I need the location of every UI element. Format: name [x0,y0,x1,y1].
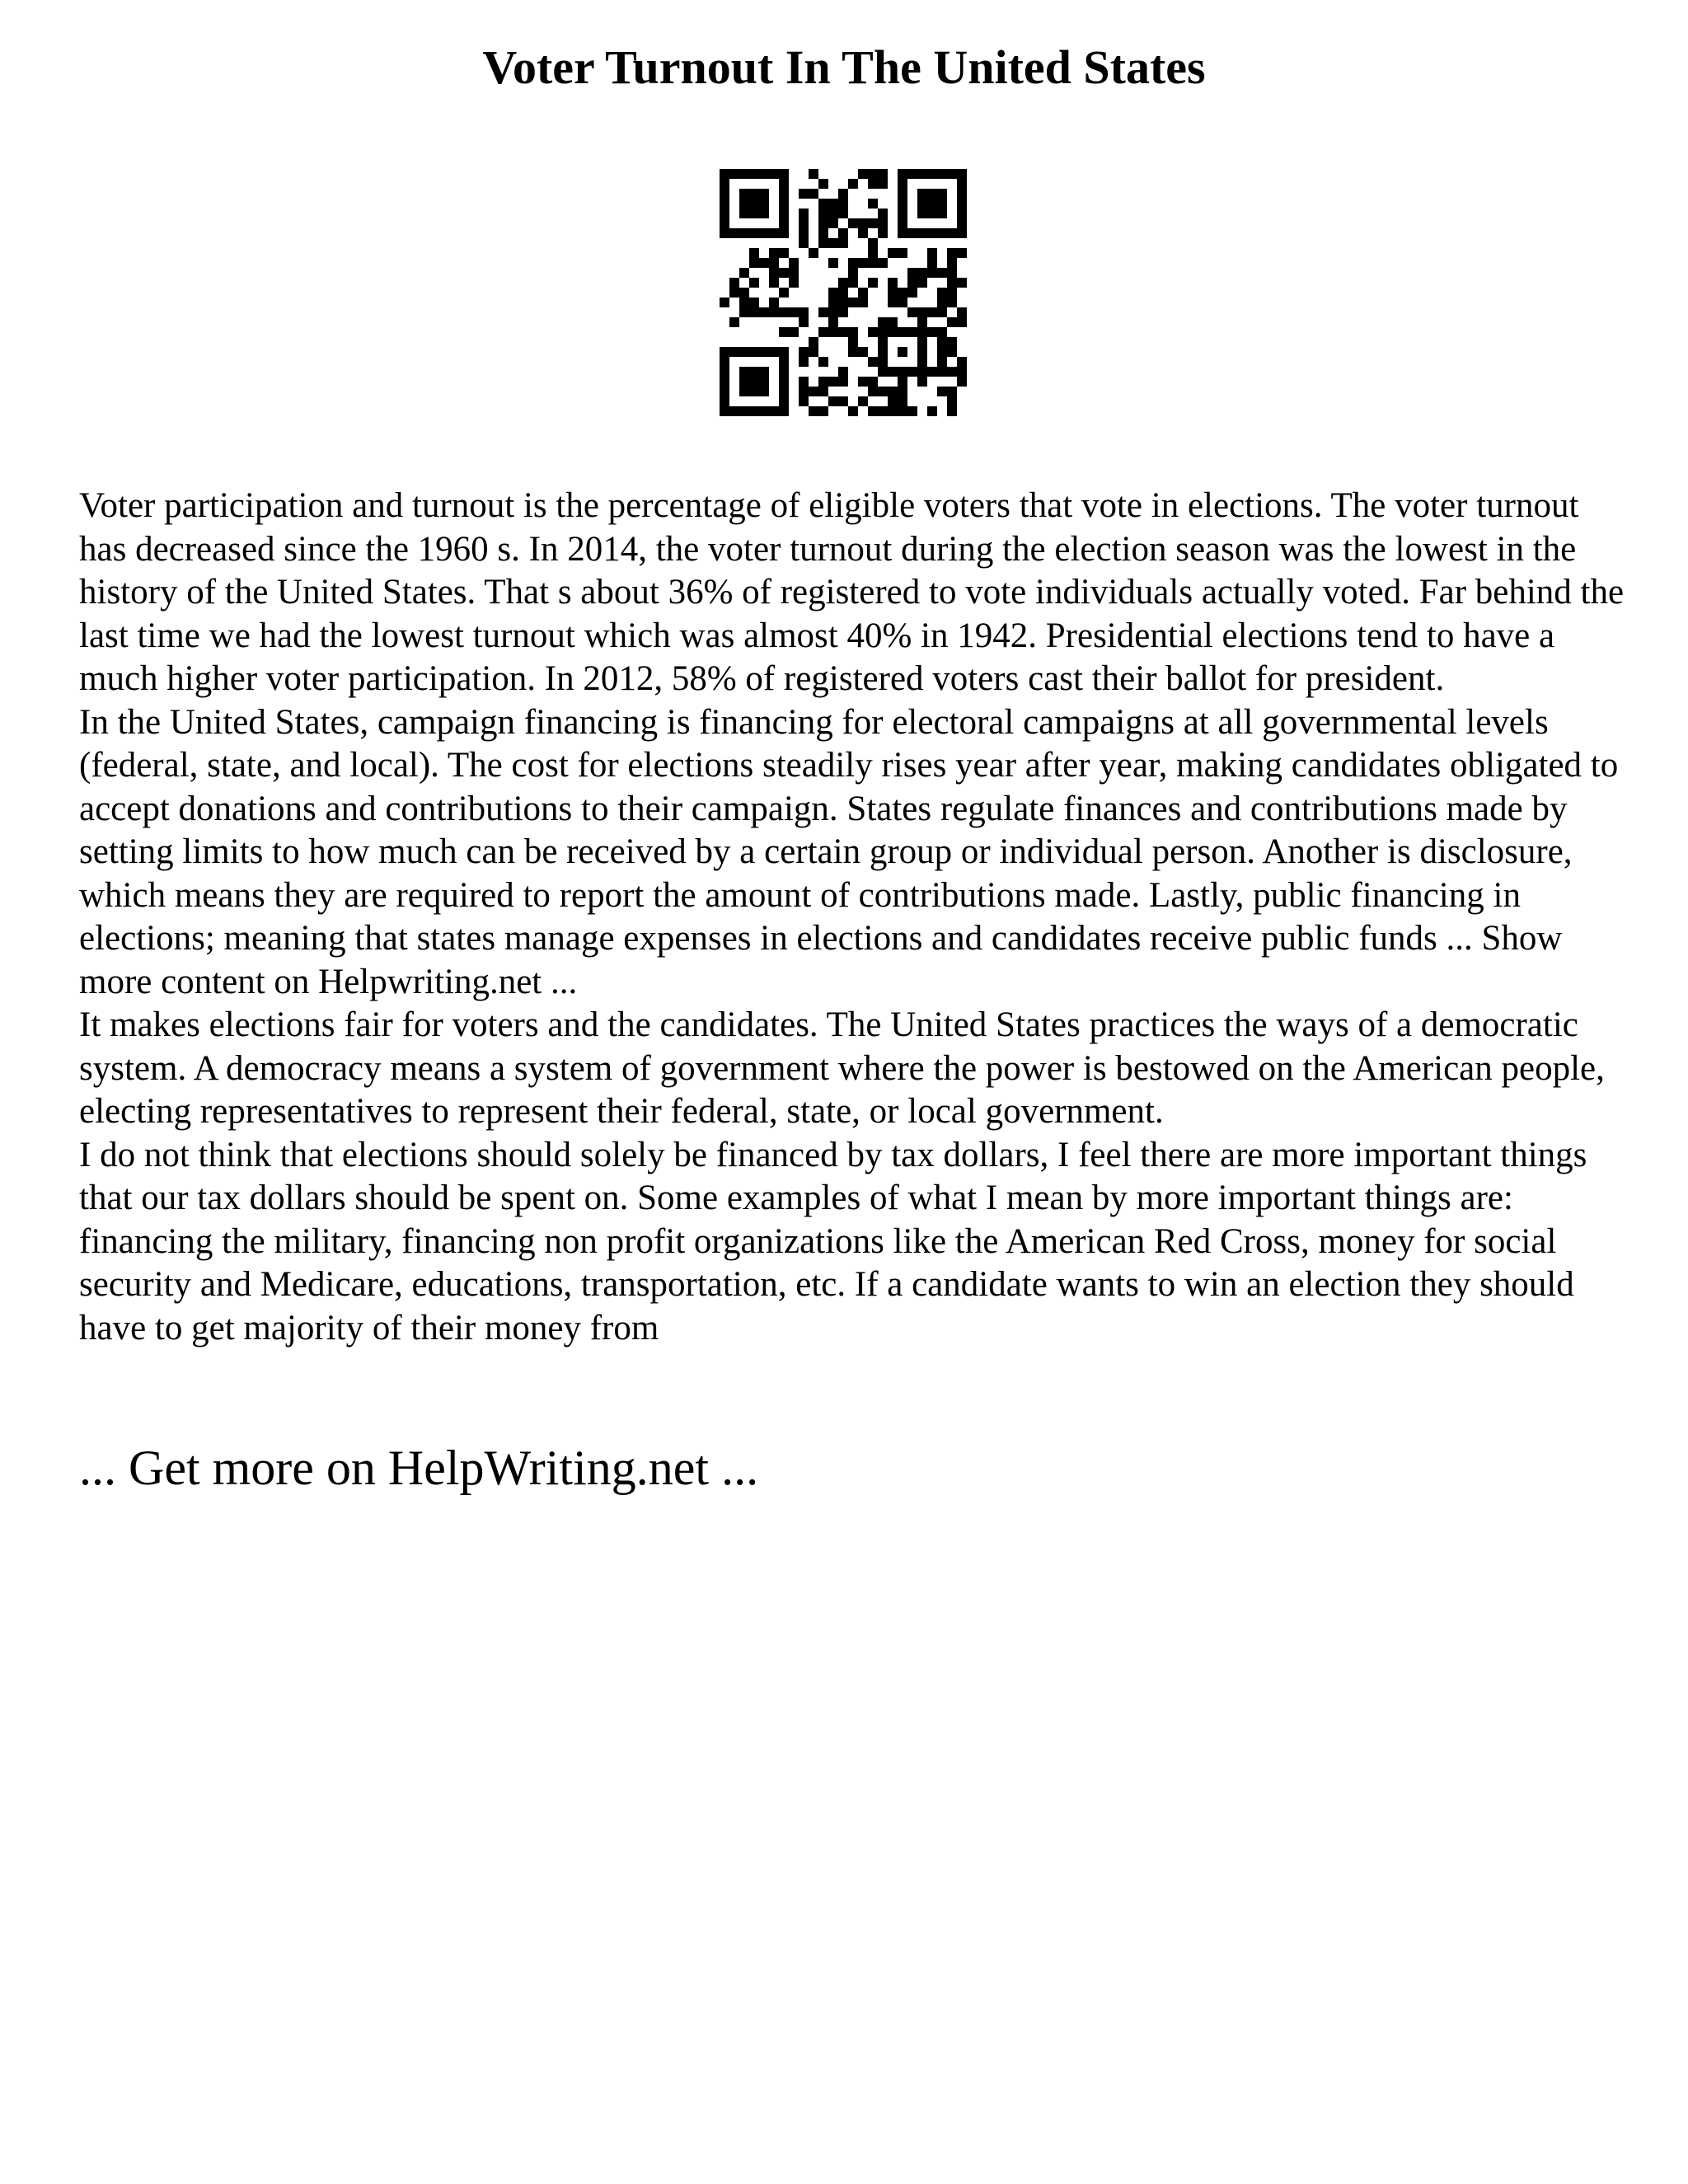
paragraph-tax-dollars: I do not think that elections should solely be financed by tax dollars, I feel there are more important things that our tax dollars should be spent on. Some examples of what I mean by more important things are: financing the military, financing non profit organizations like the American Red Cross, money for social security and Medicare, educations, transportation, etc. If a candidate wants to win an election they should have to get majority of their money from [79,1135,1587,1347]
paragraph-voter-turnout: Voter participation and turnout is the percentage of eligible voters that vote in elections. The voter turnout has decreased since the 1960 s. In 2014, the voter turnout during the election season was the lowest in the history of the United States. That s about 36% of registered to vote individuals actually voted. Far behind the last time we had the lowest turnout which was almost 40% in 1942. Presidential elections tend to have a much higher voter participation. In 2012, 58% of registered voters cast their ballot for president. [79,486,1625,698]
qr-code-icon [720,169,967,416]
paragraph-democracy: It makes elections fair for voters and the candidates. The United States practices the ways of a democratic system. A democracy means a system of government where the power is bestowed on the American people, electing representatives to represent their federal, state, or local government. [79,1005,1605,1131]
paragraph-campaign-financing: In the United States, campaign financing is financing for electoral campaigns at all governmental levels (federal, state, and local). The cost for elections steadily rises year after year, making candidates obligated to accept donations and contributions to their campaign. States regulate finances and contributions made by setting limits to how much can be received by a certain group or individual person. Another is disclosure, which means they are required to report the amount of contributions made. Lastly, public financing in elections; meaning that states manage expenses in elections and candidates receive public funds ... Show more content on Helpwriting.net ... [79,702,1619,1001]
page-title: Voter Turnout In The United States [482,40,1206,94]
get-more-link[interactable]: ... Get more on HelpWriting.net ... [79,1441,759,1495]
article-body [79,485,1629,1350]
